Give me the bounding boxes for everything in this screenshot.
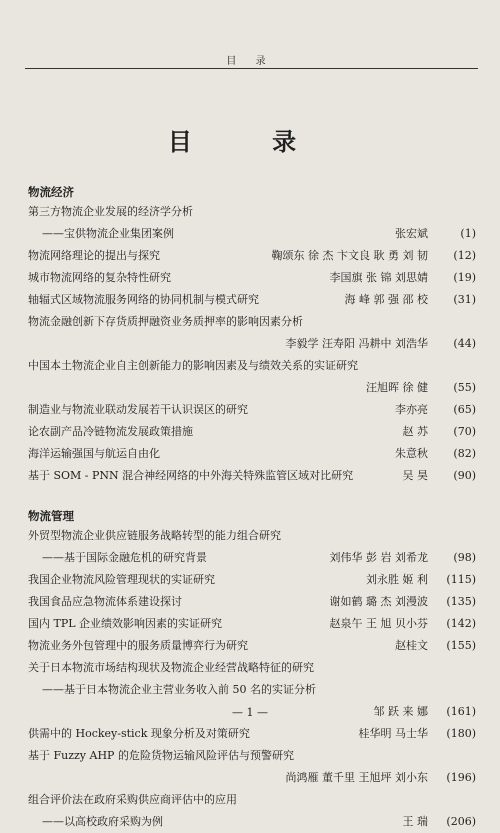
toc-entry — [28, 465, 476, 487]
toc-entry — [28, 333, 476, 355]
entry-page: (65) — [453, 403, 476, 416]
entry-authors: 吴 昊 — [402, 469, 428, 482]
entry-page: (90) — [453, 469, 476, 482]
header-rule — [25, 68, 478, 69]
entry-page: (44) — [453, 337, 476, 350]
entry-page: (31) — [453, 293, 476, 306]
entry-page: (180) — [446, 727, 476, 740]
entry-authors: 邹 跃 来 娜 — [373, 705, 428, 718]
toc-entry — [28, 635, 476, 657]
entry-title: ——宝供物流企业集团案例 — [42, 227, 174, 240]
entry-page: (115) — [446, 573, 476, 586]
toc-entry — [28, 245, 476, 267]
entry-authors: 赵 苏 — [402, 425, 428, 438]
entry-page: (206) — [446, 815, 476, 828]
toc-entry — [28, 547, 476, 569]
entry-authors: 张宏斌 — [395, 227, 428, 240]
entry-page: (12) — [453, 249, 476, 262]
toc-entry — [28, 767, 476, 789]
toc-entry — [28, 311, 476, 333]
page-title: 目 录 — [167, 127, 333, 156]
entry-authors: 汪旭晖 徐 健 — [366, 381, 428, 394]
entry-authors: 李亦亮 — [395, 403, 428, 416]
toc-entry — [28, 223, 476, 245]
toc-entry — [28, 201, 476, 223]
entry-title: 制造业与物流业联动发展若干认识误区的研究 — [28, 403, 248, 416]
section-gap — [28, 487, 476, 507]
entry-authors: 鞠颂东 徐 杰 卞文良 耿 勇 刘 韧 — [271, 249, 428, 262]
entry-page: (55) — [453, 381, 476, 394]
entry-authors: 朱意秋 — [395, 447, 428, 460]
entry-title: 轴辐式区域物流服务网络的协同机制与模式研究 — [28, 293, 259, 306]
entry-authors: 桂华明 马士华 — [358, 727, 428, 740]
entry-page: (142) — [446, 617, 476, 630]
entry-title: 我国企业物流风险管理现状的实证研究 — [28, 573, 215, 586]
entry-title: 供需中的 Hockey-stick 现象分析及对策研究 — [28, 727, 250, 740]
entry-title: 基于 SOM - PNN 混合神经网络的中外海关特殊监管区域对比研究 — [28, 469, 354, 482]
entry-authors: 李国旗 张 锦 刘思婧 — [329, 271, 428, 284]
toc-entry — [28, 289, 476, 311]
toc-entry — [28, 355, 476, 377]
entry-page: (19) — [453, 271, 476, 284]
toc-entry — [28, 569, 476, 591]
entry-title: 物流业务外包管理中的服务质量博弈行为研究 — [28, 639, 248, 652]
entry-page: (1) — [460, 227, 476, 240]
table-of-contents — [28, 183, 476, 833]
entry-title: 我国食品应急物流体系建设探讨 — [28, 595, 182, 608]
entry-title: 物流金融创新下存货质押融资业务质押率的影响因素分析 — [28, 315, 303, 328]
toc-entry — [28, 421, 476, 443]
entry-authors: 赵泉午 王 旭 贝小芬 — [329, 617, 428, 630]
toc-entry — [28, 745, 476, 767]
entry-authors: 王 瑞 — [402, 815, 428, 828]
toc-entry — [28, 613, 476, 635]
entry-authors: 赵桂文 — [395, 639, 428, 652]
entry-page: (161) — [446, 705, 476, 718]
entry-title: 物流网络理论的提出与探究 — [28, 249, 160, 262]
toc-entry — [28, 679, 476, 701]
page-number: — 1 — — [232, 706, 268, 719]
entry-title: ——基于日本物流企业主营业务收入前 50 名的实证分析 — [42, 683, 316, 696]
entry-title: 国内 TPL 企业绩效影响因素的实证研究 — [28, 617, 223, 630]
entry-title: 海洋运输强国与航运自由化 — [28, 447, 160, 460]
entry-page: (82) — [453, 447, 476, 460]
toc-entry — [28, 267, 476, 289]
toc-entry — [28, 443, 476, 465]
entry-title: 外贸型物流企业供应链服务战略转型的能力组合研究 — [28, 529, 281, 542]
entry-title: 组合评价法在政府采购供应商评估中的应用 — [28, 793, 237, 806]
toc-entry — [28, 811, 476, 833]
entry-authors: 李毅学 汪寿阳 冯耕中 刘浩华 — [285, 337, 428, 350]
section-title: 物流管理 — [28, 509, 74, 523]
entry-page: (196) — [446, 771, 476, 784]
entry-title: 城市物流网络的复杂特性研究 — [28, 271, 171, 284]
entry-title: ——以高校政府采购为例 — [42, 815, 163, 828]
entry-authors: 刘永胜 姬 利 — [366, 573, 428, 586]
entry-authors: 尚鸿雁 董千里 王旭坪 刘小东 — [285, 771, 428, 784]
section-title: 物流经济 — [28, 185, 74, 199]
toc-entry — [28, 657, 476, 679]
toc-entry — [28, 789, 476, 811]
entry-title: 第三方物流企业发展的经济学分析 — [28, 205, 193, 218]
toc-entry — [28, 377, 476, 399]
toc-entry — [28, 399, 476, 421]
entry-page: (98) — [453, 551, 476, 564]
entry-title: 中国本土物流企业自主创新能力的影响因素及与绩效关系的实证研究 — [28, 359, 358, 372]
entry-title: 关于日本物流市场结构现状及物流企业经营战略特征的研究 — [28, 661, 314, 674]
toc-entry — [28, 525, 476, 547]
entry-title: 基于 Fuzzy AHP 的危险货物运输风险评估与预警研究 — [28, 749, 294, 762]
entry-title: 论农副产品冷链物流发展政策措施 — [28, 425, 193, 438]
entry-page: (155) — [446, 639, 476, 652]
entry-title: ——基于国际金融危机的研究背景 — [42, 551, 207, 564]
entry-authors: 谢如鹤 璐 杰 刘漫波 — [329, 595, 428, 608]
entry-authors: 海 峰 郭 强 邵 校 — [344, 293, 428, 306]
running-head: 目 录 — [226, 56, 274, 67]
entry-page: (135) — [446, 595, 476, 608]
toc-entry — [28, 591, 476, 613]
toc-entry — [28, 723, 476, 745]
entry-page: (70) — [453, 425, 476, 438]
entry-authors: 刘伟华 彭 岩 刘希龙 — [329, 551, 428, 564]
